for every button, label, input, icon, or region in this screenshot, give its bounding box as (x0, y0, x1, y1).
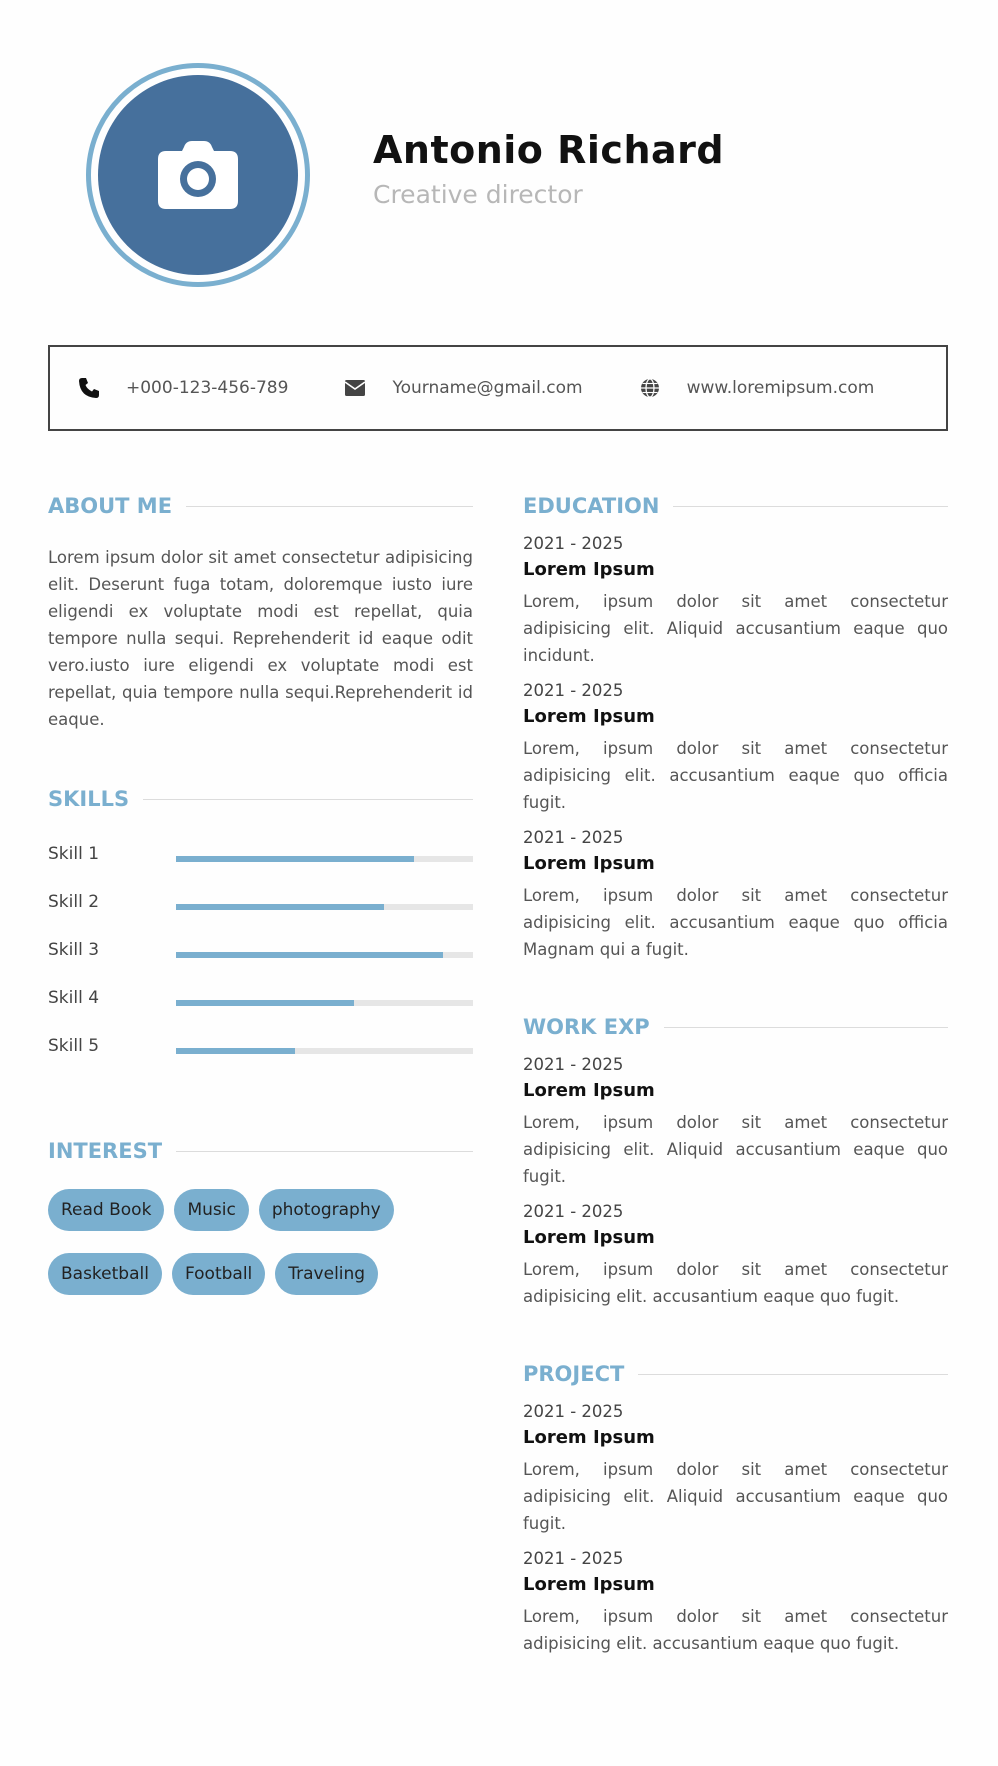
envelope-icon (342, 375, 368, 401)
skills-list (48, 835, 473, 1075)
entry-description: Lorem, ipsum dolor sit amet consectetur adipisicing elit. accusantium eaque quo fugit. (523, 1260, 948, 1306)
section-divider (176, 1151, 473, 1152)
skill-bar-fill (176, 904, 384, 910)
education-entry (523, 532, 948, 669)
contact-bar (48, 345, 948, 431)
contact-website (637, 375, 875, 401)
contact-phone (76, 375, 288, 401)
skill-bar-fill (176, 952, 443, 958)
education-entry (523, 679, 948, 816)
skill-label: Skill 5 (48, 1036, 100, 1056)
section-work (523, 1011, 948, 1043)
entry-title: Lorem Ipsum (523, 1227, 655, 1248)
entry-description: Lorem, ipsum dolor sit amet consectetur adipisicing elit. accusantium eaque quo officia fugit. (523, 739, 948, 812)
left-column (48, 490, 473, 1317)
phone-number[interactable]: +000-123-456-789 (126, 378, 289, 398)
entry-description: Lorem, ipsum dolor sit amet consectetur adipisicing elit. Aliquid accusantium eaque quo fugit. (523, 1460, 948, 1533)
phone-icon (76, 375, 102, 401)
interest-tag: Football (172, 1253, 265, 1295)
education-entry (523, 826, 948, 963)
section-title: PROJECT (523, 1362, 625, 1386)
section-title: EDUCATION (523, 494, 660, 518)
entry-years: 2021 - 2025 (523, 1549, 624, 1568)
skill-bar (176, 952, 473, 958)
entry-years: 2021 - 2025 (523, 1202, 624, 1221)
interest-tag: Traveling (275, 1253, 378, 1295)
skill-bar-fill (176, 856, 414, 862)
section-project (523, 1358, 948, 1390)
section-divider (664, 1027, 948, 1028)
project-entry (523, 1400, 948, 1537)
skill-bar-fill (176, 1048, 295, 1054)
skill-label: Skill 4 (48, 988, 100, 1008)
skill-bar (176, 1048, 473, 1054)
interest-tag: Read Book (48, 1189, 164, 1231)
contact-email (342, 375, 582, 401)
skill-row (48, 979, 473, 1027)
email-address[interactable]: Yourname@gmail.com (392, 378, 583, 398)
entry-description: Lorem, ipsum dolor sit amet consectetur adipisicing elit. accusantium eaque quo fugit. (523, 1607, 948, 1653)
interest-tag: photography (259, 1189, 394, 1231)
section-divider (638, 1374, 948, 1375)
section-title: SKILLS (48, 787, 130, 811)
entry-description: Lorem, ipsum dolor sit amet consectetur adipisicing elit. Aliquid accusantium eaque quo incidunt. (523, 592, 948, 665)
skill-row (48, 883, 473, 931)
entry-years: 2021 - 2025 (523, 828, 624, 847)
section-divider (186, 506, 473, 507)
section-education (523, 490, 948, 522)
entry-years: 2021 - 2025 (523, 1055, 624, 1074)
skill-bar (176, 904, 473, 910)
skill-bar (176, 1000, 473, 1006)
entry-title: Lorem Ipsum (523, 1080, 655, 1101)
camera-icon (158, 141, 238, 209)
about-text: Lorem ipsum dolor sit amet consectetur adipisicing elit. Deserunt fuga totam, doloremque iusto iure eligendi ex voluptate modi est repellat, quia tempore nulla sequi. Reprehenderit id eaque odit vero.iusto iure eligendi ex voluptate modi est repellat, quia tempore nulla sequi.Reprehenderit id eaque. (48, 548, 473, 729)
section-interest (48, 1135, 473, 1167)
entry-years: 2021 - 2025 (523, 681, 624, 700)
website-url[interactable]: www.loremipsum.com (686, 378, 875, 398)
skill-row (48, 931, 473, 979)
skill-label: Skill 3 (48, 940, 100, 960)
interest-tag: Basketball (48, 1253, 162, 1295)
entry-title: Lorem Ipsum (523, 1427, 655, 1448)
entry-years: 2021 - 2025 (523, 1402, 624, 1421)
section-divider (143, 799, 473, 800)
skill-row (48, 835, 473, 883)
entry-years: 2021 - 2025 (523, 534, 624, 553)
skill-bar (176, 856, 473, 862)
skill-label: Skill 1 (48, 844, 100, 864)
profile-photo-frame (86, 63, 310, 287)
skill-bar-fill (176, 1000, 354, 1006)
entry-title: Lorem Ipsum (523, 853, 655, 874)
entry-title: Lorem Ipsum (523, 1574, 655, 1595)
interest-tags (48, 1189, 448, 1317)
section-title: WORK EXP (523, 1015, 650, 1039)
profile-photo[interactable] (98, 75, 298, 275)
skill-label: Skill 2 (48, 892, 100, 912)
person-name: Antonio Richard (373, 128, 725, 172)
globe-icon (637, 375, 663, 401)
work-entry (523, 1053, 948, 1190)
right-column (523, 490, 948, 1657)
project-entry (523, 1547, 948, 1657)
section-divider (673, 506, 948, 507)
entry-description: Lorem, ipsum dolor sit amet consectetur adipisicing elit. Aliquid accusantium eaque quo fugit. (523, 1113, 948, 1186)
section-about (48, 490, 473, 522)
interest-tag: Music (174, 1189, 248, 1231)
section-title: ABOUT ME (48, 494, 173, 518)
entry-description: Lorem, ipsum dolor sit amet consectetur adipisicing elit. accusantium eaque quo officia Magnam qui a fugit. (523, 886, 948, 959)
skill-row (48, 1027, 473, 1075)
section-skills (48, 783, 473, 815)
entry-title: Lorem Ipsum (523, 706, 655, 727)
entry-title: Lorem Ipsum (523, 559, 655, 580)
section-title: INTEREST (48, 1139, 163, 1163)
job-title: Creative director (373, 180, 583, 209)
work-entry (523, 1200, 948, 1310)
